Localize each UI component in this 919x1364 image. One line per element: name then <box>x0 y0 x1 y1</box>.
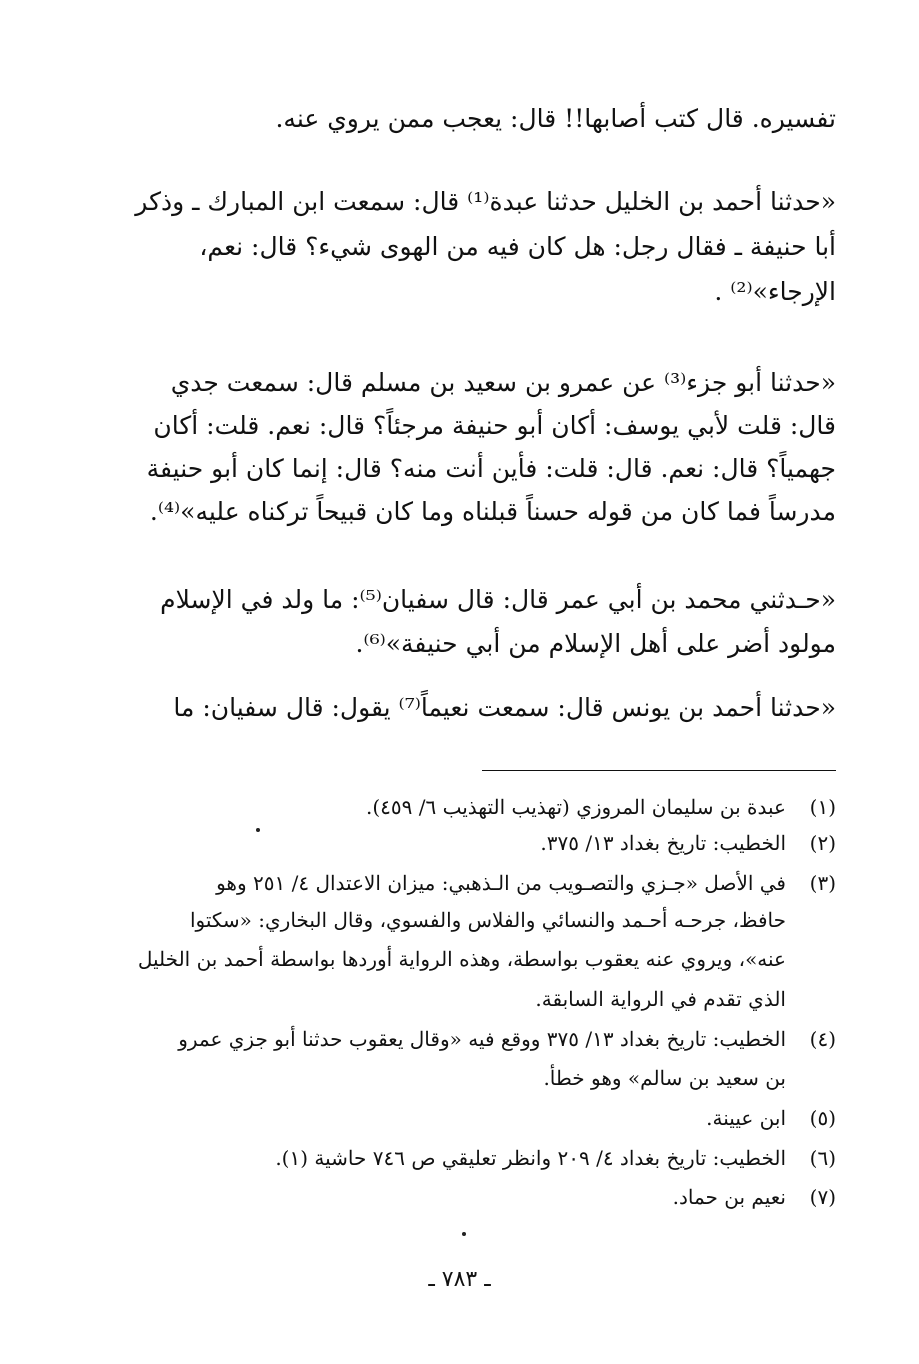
footnote-text: الخطيب: تاريخ بغداد ١٣/ ٣٧٥. <box>540 831 786 855</box>
footnote-line <box>275 1141 836 1175</box>
footnote-line <box>540 826 836 860</box>
footnote-line <box>673 1180 836 1214</box>
footnote-text: الخطيب: تاريخ بغداد ١٣/ ٣٧٥ ووقع فيه «وقال يعقوب حدثنا أبو جزي عمرو <box>178 1027 786 1051</box>
footnote-number: (٥) <box>809 1106 836 1130</box>
body-line: قال: قلت لأبي يوسف: أكان أبو حنيفة مرجئاً؟ قال: نعم. قلت: أكان <box>153 411 836 440</box>
footnote-line <box>216 866 836 900</box>
footnote-text: حافظ، جرحـه أحـمد والنسائي والفلاس والفسوي، وقال البخاري: «سكتوا <box>189 908 786 932</box>
footnote-line <box>178 1022 836 1056</box>
body-line: «حدثنا أبو جزء⁽³⁾ عن عمرو بن سعيد بن مسلم قال: سمعت جدي <box>170 368 836 397</box>
footnote-text: عنه»، ويروي عنه يعقوب بواسطة، وهذه الرواية أوردها بواسطة أحمد بن الخليل <box>137 947 786 971</box>
scan-speck <box>256 828 260 832</box>
footnote-number: (١) <box>809 795 836 819</box>
footnote-text: بن سعيد بن سالم» وهو خطأ. <box>543 1066 786 1090</box>
footnote-text: ابن عيينة. <box>706 1106 786 1130</box>
body-line: «حـدثني محمد بن أبي عمر قال: قال سفيان⁽⁵⁾: ما ولد في الإسلام <box>160 585 836 614</box>
body-line: أبا حنيفة ـ فقال رجل: هل كان فيه من الهوى شيء؟ قال: نعم، <box>199 232 836 261</box>
body-line: تفسيره. قال كتب أصابها!! قال: يعجب ممن يروي عنه. <box>275 104 836 133</box>
footnote-number: (٦) <box>809 1146 836 1170</box>
body-line: جهمياً؟ قال: نعم. قال: قلت: فأين أنت منه؟ قال: إنما كان أبو حنيفة <box>146 454 836 483</box>
footnote-number: (٧) <box>809 1185 836 1209</box>
footnote-text: نعيم بن حماد. <box>672 1185 786 1209</box>
footnote-number: (٤) <box>809 1027 836 1051</box>
footnote-text: في الأصل «جـزي والتصـويب من الـذهبي: ميزان الاعتدال ٤/ ٢٥١ وهو <box>216 871 786 895</box>
body-line: مولود أضر على أهل الإسلام من أبي حنيفة»⁽⁶⁾. <box>355 629 836 658</box>
footnote-number: (٢) <box>809 831 836 855</box>
body-line: مدرساً فما كان من قوله حسناً قبلناه وما كان قبيحاً تركناه عليه»⁽⁴⁾. <box>149 497 836 526</box>
footnote-text: الذي تقدم في الرواية السابقة. <box>535 987 786 1011</box>
footnote-separator <box>482 770 836 771</box>
footnote-line <box>706 1101 836 1135</box>
footnote-text: الخطيب: تاريخ بغداد ٤/ ٢٠٩ وانظر تعليقي ص ٧٤٦ حاشية (١). <box>275 1146 786 1170</box>
body-line: «حدثنا أحمد بن الخليل حدثنا عبدة⁽¹⁾ قال: سمعت ابن المبارك ـ وذكر <box>135 187 836 216</box>
page-number: ـ ٧٨٣ ـ <box>428 1267 491 1292</box>
scan-speck <box>462 1232 466 1236</box>
body-line: «حدثنا أحمد بن يونس قال: سمعت نعيماً⁽⁷⁾ يقول: قال سفيان: ما <box>173 693 836 722</box>
footnote-number: (٣) <box>809 871 836 895</box>
footnote-line <box>366 790 836 824</box>
body-line: الإرجاء»⁽²⁾ . <box>714 277 836 306</box>
footnote-text: عبدة بن سليمان المروزي (تهذيب التهذيب ٦/ ٤٥٩). <box>365 795 786 819</box>
